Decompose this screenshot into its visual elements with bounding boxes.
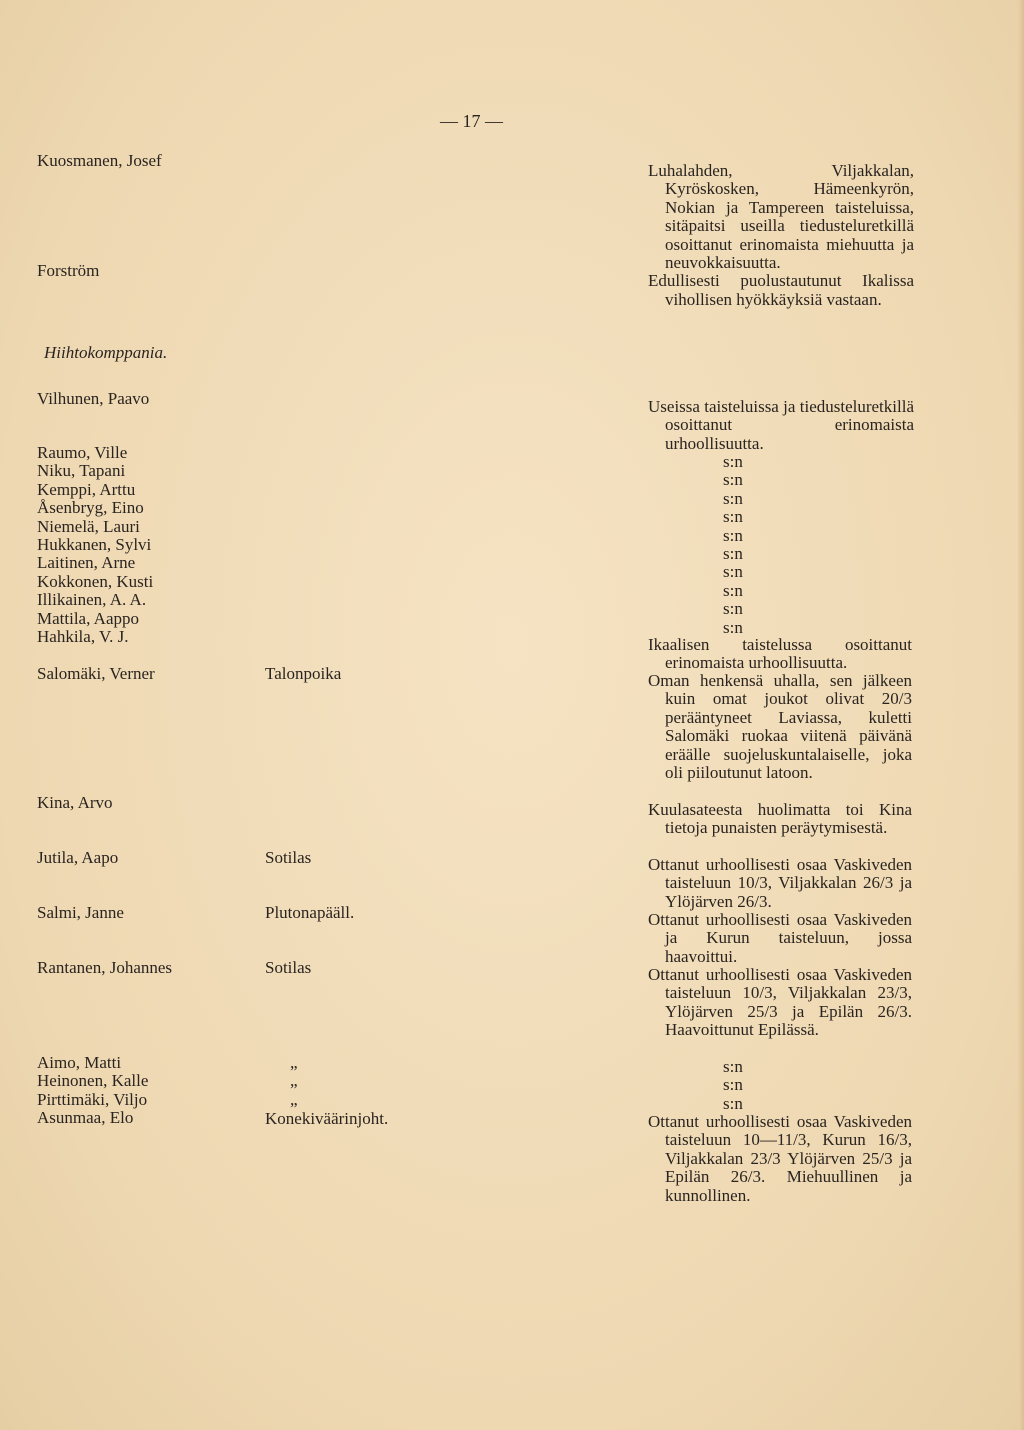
note-text: Ottanut urhoollisesti osaa Vaskiveden ja Kurun taisteluun, jossa haavoittui. (648, 910, 912, 966)
rank-jutila: Sotilas (265, 848, 312, 867)
name-entry: Niemelä, Lauri (37, 516, 140, 536)
ditto-mark: „ (290, 1053, 298, 1072)
note-salomaki (648, 672, 912, 782)
note-jutila (648, 856, 912, 911)
rank-rantanen: Sotilas (265, 958, 312, 977)
sn-mark: s:n (723, 617, 743, 637)
ditto-mark: „ (290, 1089, 298, 1109)
note-asunmaa (648, 1113, 912, 1205)
name-entry: Hahkila, V. J. (37, 627, 129, 647)
note-text: Ottanut urhoollisesti osaa Vaskiveden taisteluun 10/3, Viljakkalan 26/3 ja Ylöjärven 26/3. (648, 855, 912, 911)
page-number: — 17 — (440, 111, 503, 131)
name-entry: Aimo, Matti (37, 1053, 122, 1072)
sn-mark: s:n (723, 1093, 743, 1113)
page-edge (1018, 0, 1024, 1430)
note-text: Ottanut urhoollisesti osaa Vaskiveden taisteluun 10—11/3, Kurun 16/3, Viljakkalan 23/3 Ylöjärven 25/3 ja Epilän 26/3. Miehuullinen ja kunnollinen. (648, 1112, 912, 1205)
note-text: Ikaalisen taistelussa osoittanut erinomaista urhoollisuutta. (648, 635, 912, 673)
rank-salmi: Plutonapääll. (265, 903, 355, 922)
sn-mark: s:n (723, 599, 743, 619)
note-rantanen (648, 966, 912, 1040)
name-kuosmanen: Kuosmanen, Josef (37, 151, 162, 170)
sn-mark: s:n (723, 507, 743, 527)
name-entry: Raumo, Ville (37, 443, 128, 462)
name-group-1 (37, 444, 153, 646)
sn-mark: s:n (723, 580, 743, 600)
name-jutila: Jutila, Aapo (37, 848, 119, 867)
sn-mark: s:n (723, 1075, 743, 1095)
section-heading: Hiihtokomppania. (44, 343, 168, 362)
sn-mark: s:n (723, 562, 743, 582)
name-entry: Mattila, Aappo (37, 608, 139, 628)
note-text: Ottanut urhoollisesti osaa Vaskiveden taisteluun 10/3, Viljakkalan 23/3, Ylöjärven 25/3 ja Epilän 26/3. Haavoittunut Epilässä. (648, 965, 912, 1040)
sn-mark: s:n (723, 525, 743, 545)
sn-mark: s:n (723, 452, 743, 471)
name-entry: Åsenbryg, Eino (37, 498, 144, 518)
rank-ditto-group (290, 1054, 298, 1109)
name-entry: Asunmaa, Elo (37, 1108, 134, 1128)
name-forstrom: Forström (37, 261, 100, 280)
note-salmi (648, 911, 912, 966)
note-vilhunen (648, 398, 914, 453)
note-text: Luhalahden, Viljakkalan, Kyröskosken, Hämeenkyrön, Nokian ja Tampereen taisteluissa, sitäpaitsi useilla tiedusteluretkillä osoittanut erinomaista miehuutta ja neuvokkaisuutta. (648, 161, 914, 273)
name-kina: Kina, Arvo (37, 793, 113, 812)
name-entry: Kemppi, Arttu (37, 479, 136, 499)
rank-asunmaa: Konekiväärinjoht. (265, 1109, 389, 1128)
name-vilhunen: Vilhunen, Paavo (37, 389, 150, 408)
note-text: Kuulasateesta huolimatta toi Kina tietoja punaisten peräytymisestä. (648, 800, 912, 838)
note-text: Edullisesti puolustautunut Ikalissa vihollisen hyökkäyksiä vastaan. (648, 271, 914, 309)
name-entry: Niku, Tapani (37, 461, 126, 481)
name-entry: Heinonen, Kalle (37, 1071, 149, 1091)
name-entry: Illikainen, A. A. (37, 590, 147, 610)
name-entry: Laitinen, Arne (37, 553, 136, 573)
name-entry: Kokkonen, Kusti (37, 571, 154, 591)
note-hahkila (648, 636, 912, 673)
note-text: Useissa taisteluissa ja tiedusteluretkillä osoittanut erinomaista urhoollisuutta. (648, 397, 914, 453)
name-salomaki: Salomäki, Verner (37, 664, 155, 683)
ditto-mark: „ (290, 1071, 298, 1091)
sn-mark: s:n (723, 470, 743, 490)
note-kuosmanen (648, 162, 914, 309)
name-group-2 (37, 1054, 148, 1128)
note-kina (648, 801, 912, 838)
name-entry: Pirttimäki, Viljo (37, 1089, 148, 1109)
sn-group-1 (723, 453, 743, 637)
sn-group-2 (723, 1058, 743, 1113)
sn-mark: s:n (723, 544, 743, 564)
sn-mark: s:n (723, 1057, 743, 1076)
sn-mark: s:n (723, 488, 743, 508)
name-salmi: Salmi, Janne (37, 903, 124, 922)
rank-salomaki: Talonpoika (265, 664, 342, 683)
note-text: Oman henkensä uhalla, sen jälkeen kuin omat joukot olivat 20/3 perääntyneet Laviassa, kuletti Salomäki ruokaa viitenä päivänä eräälle suojeluskuntalaiselle, joka oli piiloutunut latoon. (648, 671, 912, 783)
name-entry: Hukkanen, Sylvi (37, 535, 152, 555)
name-rantanen: Rantanen, Johannes (37, 958, 173, 977)
